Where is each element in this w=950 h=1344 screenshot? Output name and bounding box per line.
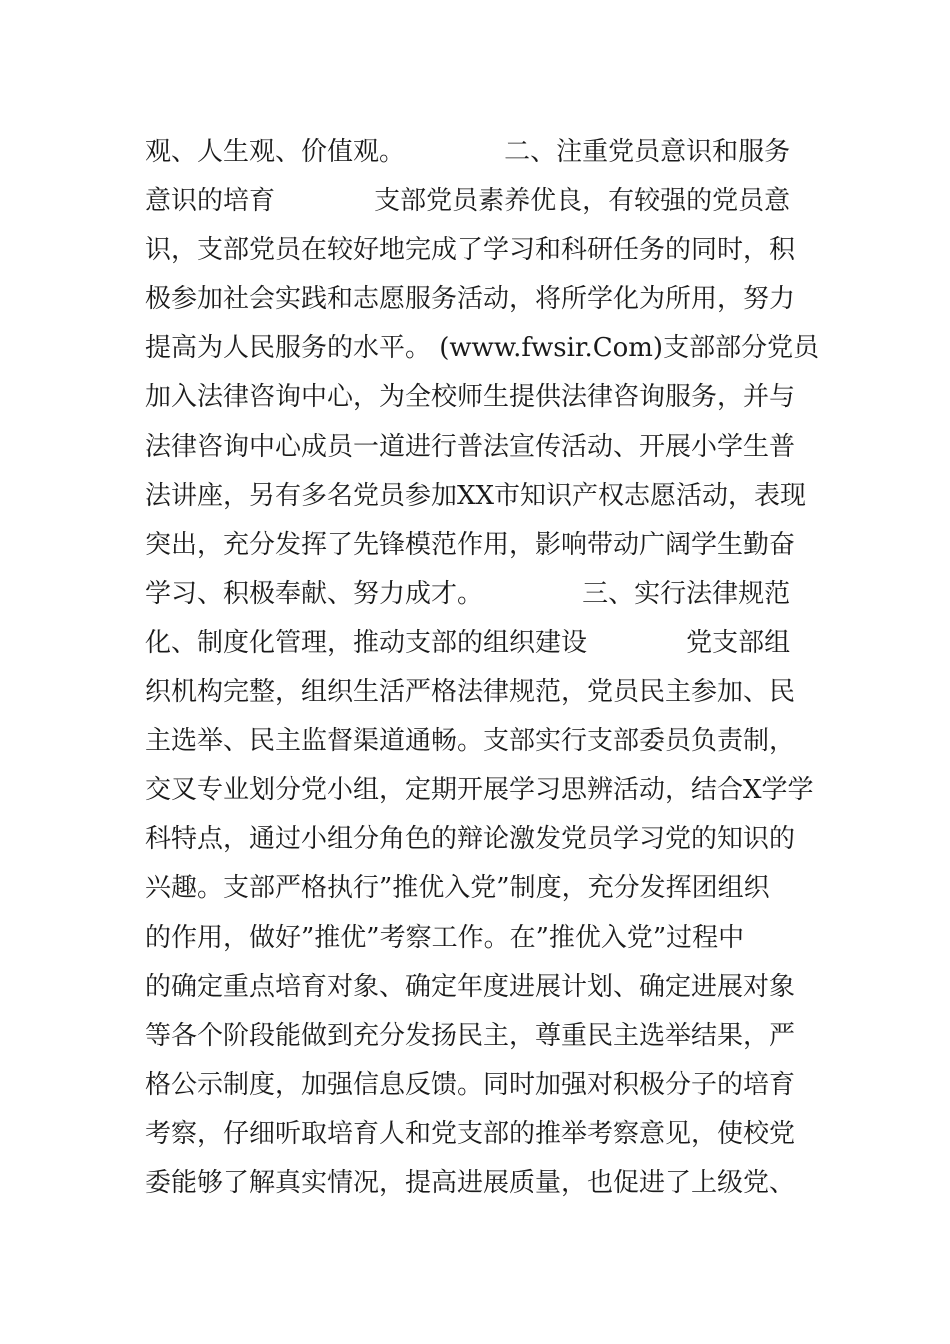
text-line: 主选举、民主监督渠道通畅。支部实行支部委员负责制， <box>145 726 796 757</box>
text-line: 织机构完整，组织生活严格法律规范，党员民主参加、民 <box>145 677 796 708</box>
text-line: 兴趣。支部严格执行”推优入党”制度，充分发挥团组织 <box>145 873 770 904</box>
text-line: 观、人生观、价值观。 二、注重党员意识和服务 <box>145 137 791 167</box>
text-line: 提高为人民服务的水平。 (www.fwsir.Com)支部部分党员 <box>145 333 820 364</box>
text-line: 格公示制度，加强信息反馈。同时加强对积极分子的培育 <box>145 1069 796 1100</box>
text-line: 等各个阶段能做到充分发扬民主，尊重民主选举结果，严 <box>145 1020 796 1051</box>
text-line: 委能够了解真实情况，提高进展质量，也促进了上级党、 <box>145 1167 796 1198</box>
text-line: 的作用，做好”推优”考察工作。在”推优入党”过程中 <box>145 922 745 953</box>
text-line: 加入法律咨询中心，为全校师生提供法律咨询服务，并与 <box>145 382 796 413</box>
body-text <box>145 128 820 1208</box>
text-line: 科特点，通过小组分角色的辩论激发党员学习党的知识的 <box>145 824 796 855</box>
text-line: 学习、积极奉献、努力成才。 三、实行法律规范 <box>145 578 791 609</box>
text-line: 的确定重点培育对象、确定年度进展计划、确定进展对象 <box>145 971 796 1002</box>
text-line: 化、制度化管理，推动支部的组织建设 党支部组 <box>145 627 791 658</box>
text-line: 意识的培育 支部党员素养优良，有较强的党员意 <box>145 186 791 217</box>
text-line: 极参加社会实践和志愿服务活动，将所学化为所用，努力 <box>145 284 796 315</box>
text-line: 交叉专业划分党小组，定期开展学习思辨活动，结合X学学 <box>145 775 814 806</box>
text-line: 法讲座，另有多名党员参加XX市知识产权志愿活动，表现 <box>145 480 807 511</box>
text-line: 突出，充分发挥了先锋模范作用，影响带动广阔学生勤奋 <box>145 529 796 560</box>
text-line: 法律咨询中心成员一道进行普法宣传活动、开展小学生普 <box>145 431 796 462</box>
text-line: 考察，仔细听取培育人和党支部的推举考察意见，使校党 <box>145 1118 796 1149</box>
text-line: 识，支部党员在较好地完成了学习和科研任务的同时，积 <box>145 235 796 266</box>
